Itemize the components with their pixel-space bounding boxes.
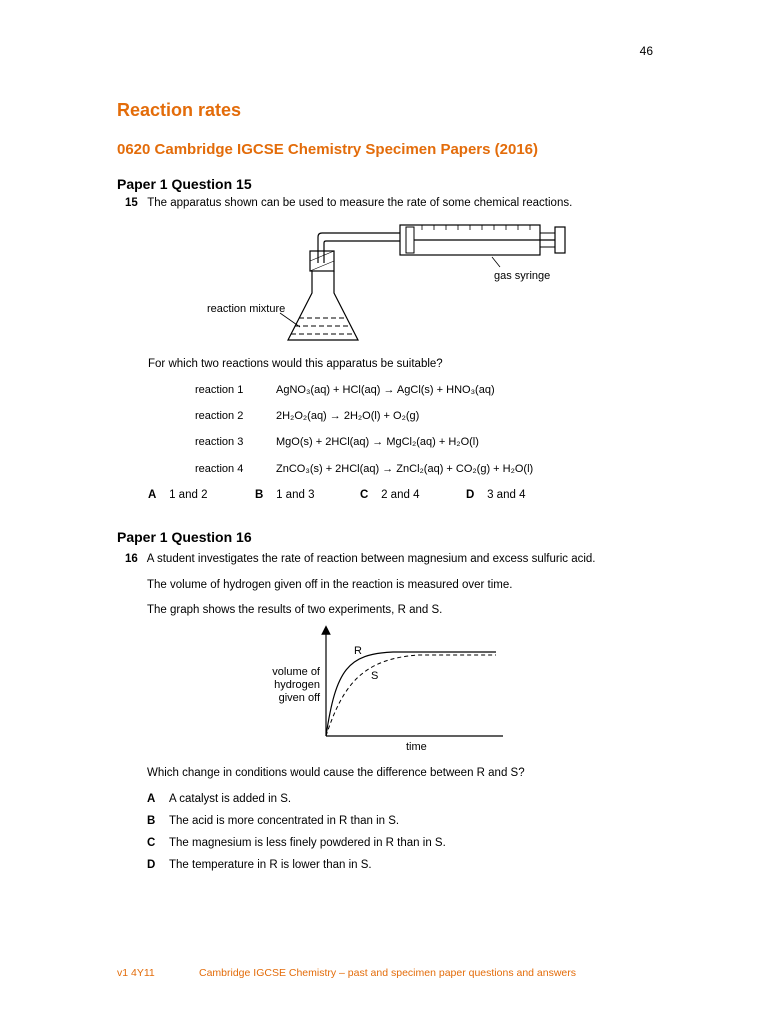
page-subtitle: 0620 Cambridge IGCSE Chemistry Specimen Papers (2016)	[117, 141, 539, 158]
q15-option-b[interactable]	[255, 489, 314, 501]
q16-stem	[125, 553, 596, 565]
q15-prompt: For which two reactions would this apparatus be suitable?	[148, 358, 443, 370]
q15-number: 15	[125, 197, 138, 209]
option-text: The acid is more concentrated in R than in S.	[169, 815, 400, 827]
option-letter: C	[147, 837, 156, 849]
curve-r	[326, 652, 496, 736]
reaction-rate-graph	[318, 624, 508, 744]
page-title: Reaction rates	[117, 100, 242, 120]
q15-heading: Paper 1 Question 15	[117, 176, 252, 192]
q16-line3: The graph shows the results of two experiments, R and S.	[147, 604, 443, 616]
gas-syringe-label: gas syringe	[494, 270, 551, 282]
option-letter: A	[148, 489, 157, 501]
graph-y-label-line: given off	[278, 692, 320, 704]
footer-title: Cambridge IGCSE Chemistry – past and specimen paper questions and answers	[199, 967, 577, 979]
q15-option-d[interactable]	[466, 489, 525, 501]
q16-option-d[interactable]	[147, 859, 372, 871]
q16-line2: The volume of hydrogen given off in the reaction is measured over time.	[147, 579, 513, 591]
apparatus-diagram	[200, 215, 590, 350]
option-letter: A	[147, 793, 156, 805]
reaction-2-equation: 2H₂O₂(aq) → 2H₂O(l) + O₂(g)	[276, 410, 420, 422]
option-text: The temperature in R is lower than in S.	[169, 859, 372, 871]
option-letter: B	[147, 815, 156, 827]
curve-s-label: S	[371, 670, 379, 682]
page-number: 46	[639, 44, 653, 58]
option-letter: C	[360, 489, 369, 501]
reaction-4-equation: ZnCO₃(s) + 2HCl(aq) → ZnCl₂(aq) + CO₂(g) + H₂O(l)	[276, 463, 534, 475]
option-text: 3 and 4	[487, 489, 526, 501]
option-text: 1 and 2	[169, 489, 208, 501]
reaction-mixture-label: reaction mixture	[207, 303, 286, 315]
graph-y-label-line: hydrogen	[274, 679, 320, 691]
q16-stem-text: A student investigates the rate of reaction between magnesium and excess sulfuric acid.	[146, 553, 596, 565]
q15-option-a[interactable]	[148, 489, 207, 501]
q16-option-a[interactable]	[147, 793, 291, 805]
q16-prompt: Which change in conditions would cause the difference between R and S?	[147, 767, 525, 779]
option-text: 2 and 4	[381, 489, 420, 501]
curve-r-label: R	[354, 645, 362, 657]
reaction-1-name: reaction 1	[195, 384, 244, 396]
option-text: 1 and 3	[276, 489, 315, 501]
q16-option-b[interactable]	[147, 815, 399, 827]
q16-heading: Paper 1 Question 16	[117, 529, 252, 545]
option-letter: D	[147, 859, 156, 871]
q15-stem-text: The apparatus shown can be used to measure the rate of some chemical reactions.	[147, 197, 573, 209]
reaction-1-equation: AgNO₃(aq) + HCl(aq) → AgCl(s) + HNO₃(aq)	[276, 384, 495, 396]
q16-number: 16	[125, 553, 138, 565]
footer-version: v1 4Y11	[117, 967, 155, 979]
reaction-3-equation: MgO(s) + 2HCl(aq) → MgCl₂(aq) + H₂O(l)	[276, 436, 479, 448]
curve-s	[326, 655, 496, 736]
graph-y-label-line: volume of	[272, 666, 320, 678]
reaction-4-name: reaction 4	[195, 463, 244, 475]
q15-option-c[interactable]	[360, 489, 419, 501]
graph-x-label: time	[406, 741, 427, 753]
option-text: The magnesium is less finely powdered in R than in S.	[169, 837, 446, 849]
reaction-2-name: reaction 2	[195, 410, 244, 422]
option-text: A catalyst is added in S.	[169, 793, 292, 805]
graph-y-label	[262, 666, 320, 705]
q16-option-c[interactable]	[147, 837, 446, 849]
option-letter: B	[255, 489, 264, 501]
q15-stem	[125, 197, 572, 209]
option-letter: D	[466, 489, 475, 501]
reaction-3-name: reaction 3	[195, 436, 244, 448]
